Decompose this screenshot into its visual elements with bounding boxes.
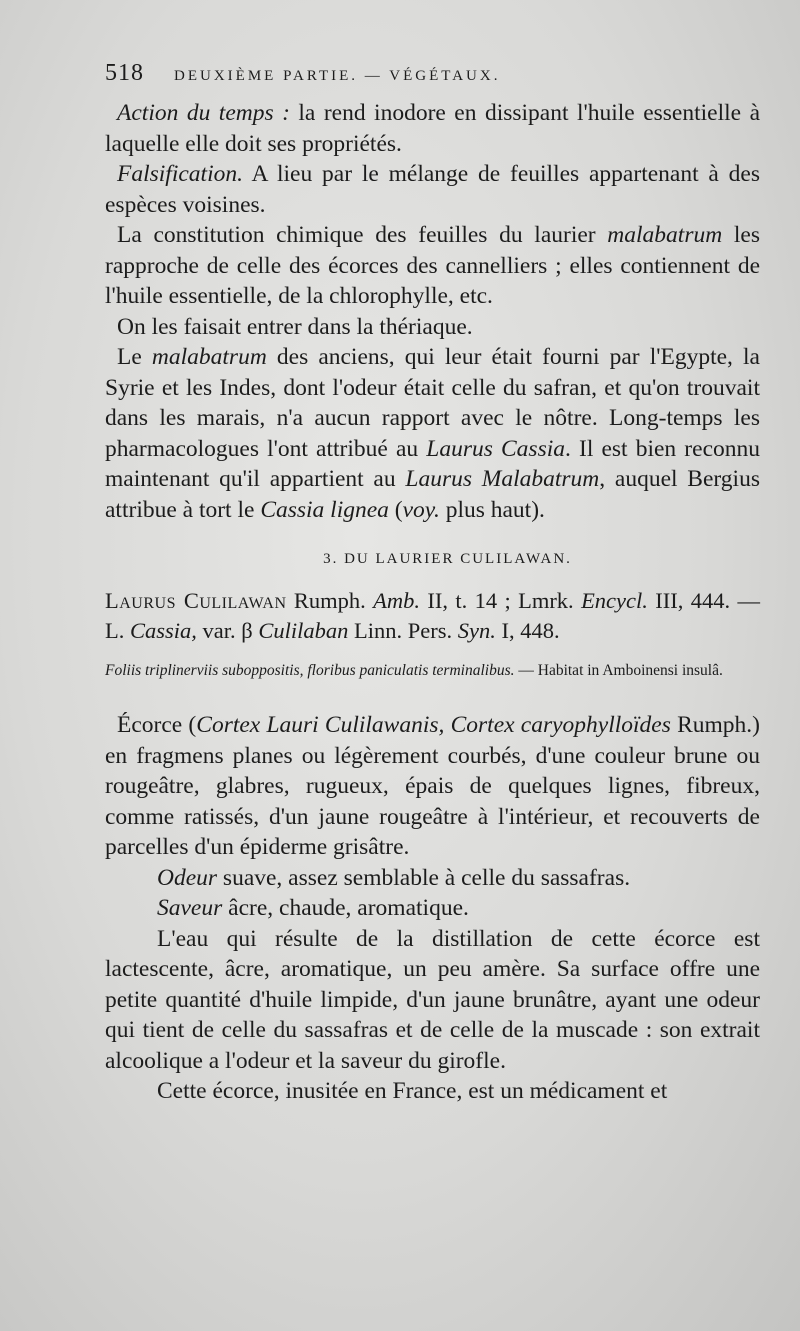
paragraph-ecorce <box>105 710 760 863</box>
text-run: On les faisait entrer dans la thériaque. <box>117 313 473 340</box>
paragraph-saveur <box>105 893 760 924</box>
text-run: Linn. Pers. <box>348 618 458 643</box>
italic-run: Laurus Malabatrum <box>405 466 600 492</box>
text-run: plus haut). <box>439 496 545 523</box>
latin-diagnosis <box>105 660 760 682</box>
paragraph-falsification <box>105 159 760 220</box>
paragraph-distillation <box>105 924 760 1077</box>
species-name: Laurus Culilawan <box>105 588 287 613</box>
paragraph-odeur <box>105 863 760 894</box>
italic-run: Culilaban <box>258 618 349 643</box>
text-run: Rumph.) en fragmens planes ou légèrement courbés, d'une couleur brune ou rougeâtre, glabres, rugueux, épais de quelques lignes, fibreux, comme ratissés, d'un jaune rougeâtre à l'intérieur, et recouverts de parcelles d'un épiderme grisâtre. <box>105 712 760 860</box>
paragraph-text: suave, assez semblable à celle du sassafras. <box>217 864 631 891</box>
running-head <box>105 60 760 90</box>
text-run: Le <box>117 344 152 370</box>
text-run: , auquel Bergius attribue à tort le <box>105 466 760 523</box>
italic-run: malabatrum <box>151 344 267 370</box>
paragraph-label: Falsification. <box>117 161 243 187</box>
text-run: Cette écorce, inusitée en France, est un médicament et <box>157 1078 668 1104</box>
paragraph-label: Odeur <box>157 864 218 891</box>
section-title: 3. DU LAURIER CULILAWAN. <box>323 551 572 567</box>
paragraph-text: âcre, chaude, aromatique. <box>222 895 469 921</box>
text-run: . Il est bien reconnu maintenant qu'il appartient au <box>105 435 760 492</box>
italic-run: Encycl. <box>581 588 648 613</box>
italic-run: Amb. <box>373 588 420 613</box>
habitat-text: — Habitat in Amboinensi insulâ. <box>514 662 723 679</box>
text-run: Écorce ( <box>117 712 197 738</box>
italic-run: voy. <box>402 496 440 523</box>
paragraph-malabatrum <box>105 342 760 525</box>
paragraph-label: Action du temps : <box>117 100 290 126</box>
paragraph-theriaque <box>105 312 760 343</box>
paragraph-constitution <box>105 220 760 312</box>
italic-run: Cassia lignea <box>260 496 389 523</box>
italic-run: Cortex Lauri Culilawanis, Cortex caryophylloïdes <box>196 712 671 738</box>
italic-run: Laurus Cassia <box>426 435 565 462</box>
running-title: DEUXIÈME PARTIE. — VÉGÉTAUX. <box>174 68 501 84</box>
text-run: var. β <box>196 618 259 643</box>
text-run: des anciens, qui leur était fourni par l'Egypte, la Syrie et les Indes, dont l'odeur était celle du safran, et qu'on trouvait dans les marais, n'a aucun rapport avec le nôtre. Long-temps les pharmacologues l'ont attribué au <box>105 344 760 462</box>
text-run: les rapproche de celle des écorces des cannelliers ; elles contiennent de l'huile essentielle, de la chlorophylle, etc. <box>105 222 760 309</box>
text-run: III, 444. — L. <box>105 588 760 643</box>
italic-run: Cassia, <box>130 618 197 643</box>
text-run: I, 448. <box>495 618 560 643</box>
italic-run: malabatrum <box>607 222 723 248</box>
text-run: La constitution chimique des feuilles du laurier <box>117 222 608 248</box>
text-run: II, t. 14 ; Lmrk. <box>420 588 582 613</box>
synonymy-paragraph <box>105 586 760 646</box>
paragraph-text: A lieu par le mélange de feuilles appartenant à des espèces voisines. <box>105 161 760 218</box>
page-number: 518 <box>105 60 144 86</box>
diagnosis-latin: Foliis triplinerviis suboppositis, floribus paniculatis terminalibus. <box>105 662 515 679</box>
paragraph-inusitee <box>105 1076 760 1107</box>
paragraph-action-du-temps <box>105 98 760 159</box>
text-run: ( <box>388 496 403 523</box>
paragraph-label: Saveur <box>157 895 223 921</box>
paragraph-text: la rend inodore en dissipant l'huile essentielle à laquelle elle doit ses propriétés. <box>105 100 760 157</box>
text-run: L'eau qui résulte de la distillation de cette écorce est lactescente, âcre, aromatique, un peu amère. Sa surface offre une petite quantité d'huile limpide, d'un jaune brunâtre, ayant une odeur qui tient de celle du sassafras et de celle de la muscade : son extrait alcoolique a l'odeur et la saveur du girofle. <box>105 925 760 1074</box>
text-run: Rumph. <box>286 588 374 613</box>
italic-run: Syn. <box>457 618 496 643</box>
